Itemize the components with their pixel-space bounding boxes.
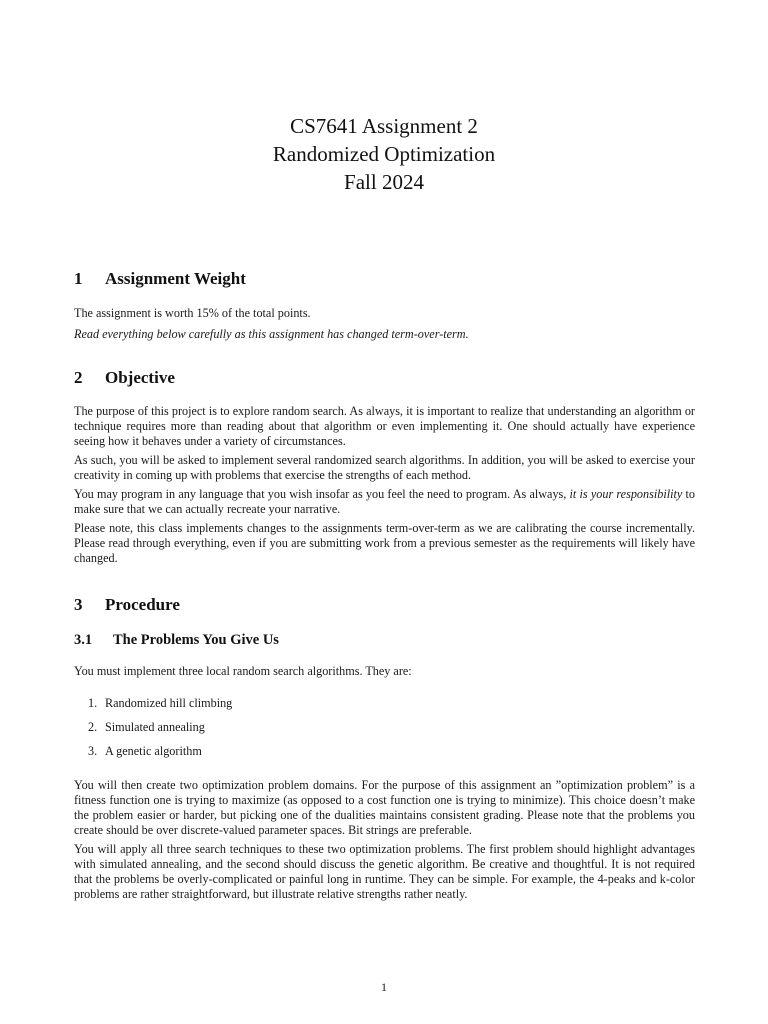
subsection-number: 3.1 <box>74 632 93 648</box>
paragraph: You will apply all three search techniques to these two optimization problems. The first problem should highlight advantages with simulated annealing, and the second should discuss the genetic algorithm. Be creative and thoughtful. It is not required that the problems be overly-complicated or painful long in runtime. They can be simple. For example, the 4-peaks and k-color problems are rather straightforward, but illustrate relative strengths rather neatly. <box>74 842 695 901</box>
section-title: Assignment Weight <box>105 269 246 288</box>
algorithm-list <box>88 696 232 768</box>
section-heading-procedure <box>74 595 180 615</box>
paragraph: The purpose of this project is to explore random search. As always, it is important to realize that understanding an algorithm or technique requires more than reading about that algorithm or even implementing it. One should actually have experience seeing how it behaves under a variety of circumstances. <box>74 404 695 448</box>
text-run: to make sure that we can actually recreate your narrative. <box>74 487 695 516</box>
list-item <box>88 744 232 768</box>
list-index: 3. <box>88 744 98 758</box>
list-index: 1. <box>88 696 98 710</box>
section-number: 1 <box>74 269 83 288</box>
list-label: A genetic algorithm <box>105 744 202 758</box>
section-heading-objective <box>74 368 175 388</box>
text-run-italic: it is your responsibility <box>569 487 683 501</box>
paragraph: As such, you will be asked to implement several randomized search algorithms. In addition, you will be asked to exercise your creativity in coming up with problems that exercise the strengths of each method. <box>74 453 695 482</box>
section-title: Procedure <box>105 595 180 614</box>
section-number: 2 <box>74 368 83 387</box>
text-run: You may program in any language that you wish insofar as you feel the need to program. As always, <box>74 487 570 501</box>
section-body-objective <box>74 404 695 566</box>
subsection-heading-problems <box>74 631 279 649</box>
list-item <box>88 696 232 720</box>
title-term: Fall 2024 <box>344 170 424 194</box>
title-course: CS7641 Assignment 2 <box>290 114 478 138</box>
document-title <box>0 112 768 196</box>
section-number: 3 <box>74 595 83 614</box>
paragraph: The assignment is worth 15% of the total points. <box>74 306 311 320</box>
page-number: 1 <box>381 980 387 994</box>
paragraph <box>74 487 695 517</box>
subsection-title: The Problems You Give Us <box>113 632 279 648</box>
paragraph: You will then create two optimization problem domains. For the purpose of this assignment an ”optimization problem” is a fitness function one is trying to maximize (as opposed to a cost function one is trying to minimize). This choice doesn’t make the problem easier or harder, but picking one of the dualities maintains consistent grading. Please note that the problems you create should be over discrete-valued parameter spaces. Bit strings are preferable. <box>74 778 695 837</box>
list-label: Randomized hill climbing <box>105 696 233 710</box>
subsection-intro <box>74 664 695 679</box>
list-index: 2. <box>88 720 98 734</box>
section-heading-weight <box>74 269 246 289</box>
subsection-body <box>74 778 695 902</box>
list-label: Simulated annealing <box>105 720 205 734</box>
paragraph-italic: Read everything below carefully as this assignment has changed term-over-term. <box>74 327 469 341</box>
paragraph: Please note, this class implements changes to the assignments term-over-term as we are calibrating the course incrementally. Please read through everything, even if you are submitting work from a previous semester as the requirements will likely have changed. <box>74 521 695 565</box>
section-body-weight <box>74 306 695 342</box>
section-title: Objective <box>105 368 175 387</box>
paragraph: You must implement three local random search algorithms. They are: <box>74 664 412 678</box>
title-topic: Randomized Optimization <box>272 142 496 166</box>
list-item <box>88 720 232 744</box>
